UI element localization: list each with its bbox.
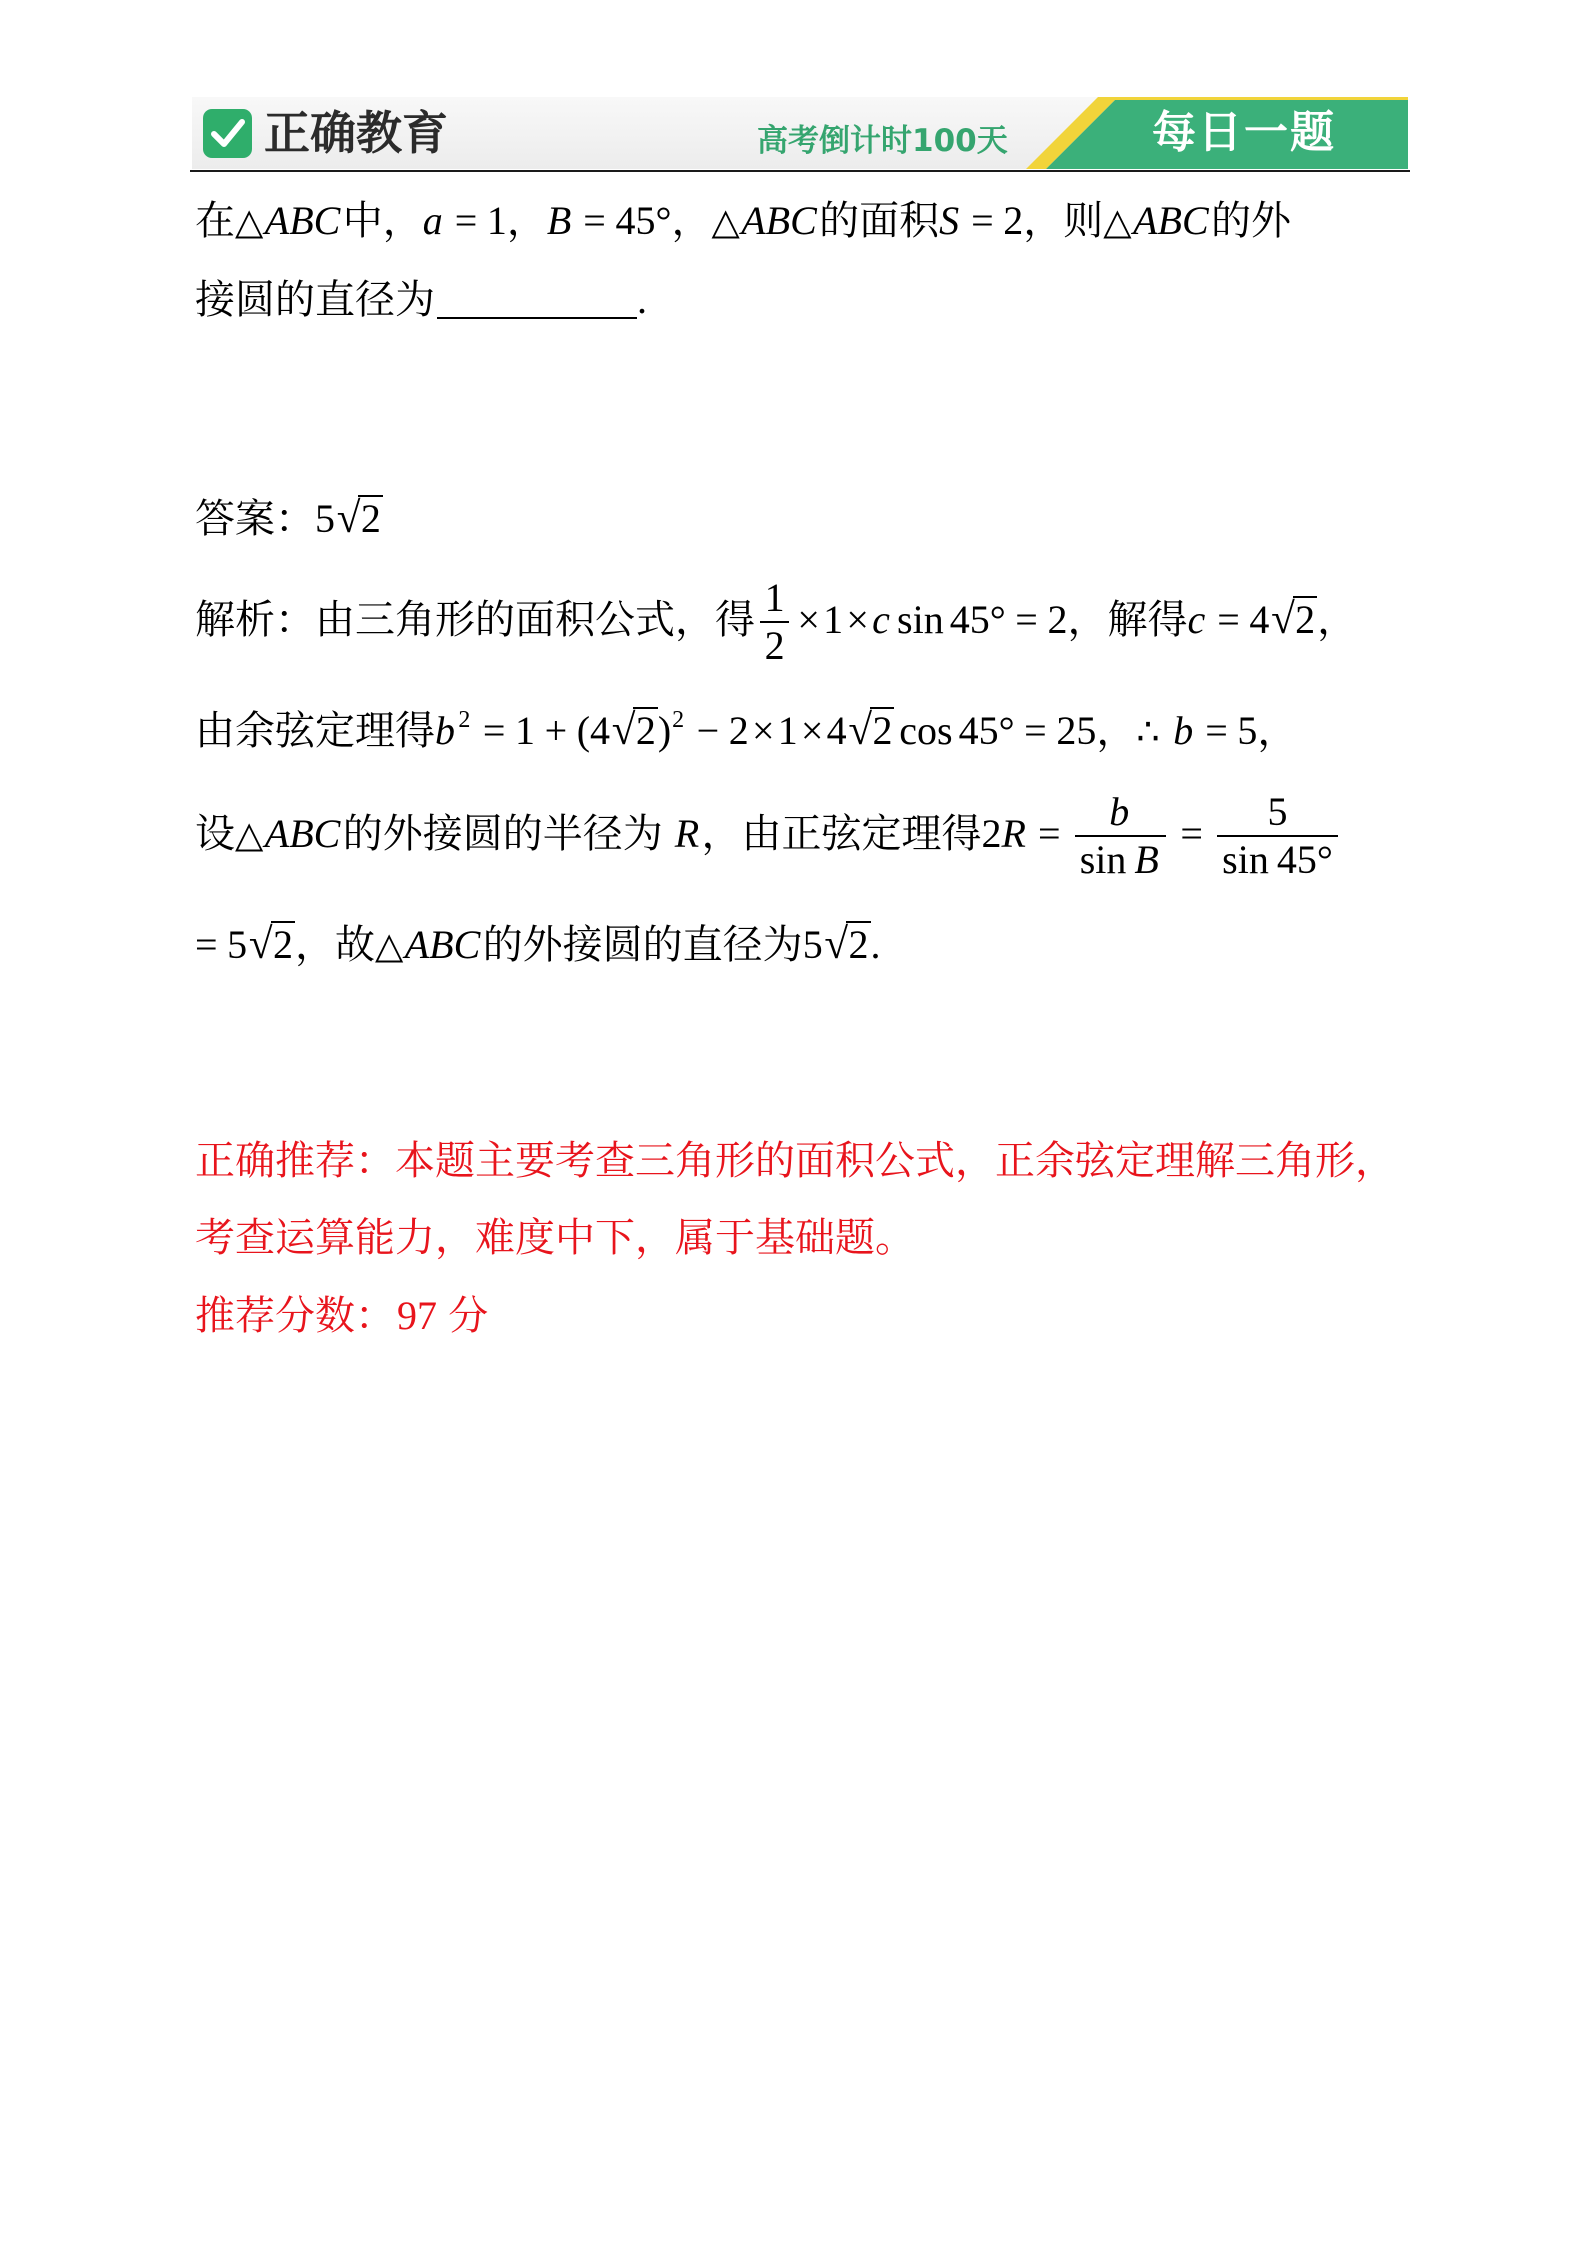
math-variable: ABC: [404, 922, 481, 967]
question-text: ，则: [1023, 198, 1104, 244]
analysis-text: ，: [1317, 597, 1358, 643]
math-number: 2: [981, 811, 1002, 856]
analysis-text: ，: [1096, 708, 1137, 754]
math-variable: b: [435, 708, 455, 753]
triangle-symbol: △: [235, 200, 264, 243]
recommendation-score-line: [195, 1292, 488, 1340]
answer-line: [195, 495, 383, 543]
math-variable: R: [1001, 811, 1026, 856]
superscript: 2: [672, 707, 685, 733]
math-variable: ABC: [264, 198, 341, 243]
question-text: 接圆的直径为: [195, 277, 435, 323]
math-variable: a: [422, 198, 443, 243]
radical-sign: √: [1271, 596, 1295, 643]
radical-sign: √: [848, 707, 873, 754]
math-operator: =: [454, 198, 478, 243]
math-operator: ×: [797, 597, 820, 642]
math-paren: ): [657, 708, 672, 753]
math-variable: b: [1173, 708, 1194, 753]
question-period: .: [637, 277, 647, 322]
math-variable: B: [1134, 837, 1159, 882]
math-number: 25: [1056, 708, 1097, 753]
radicand: 2: [870, 707, 894, 751]
exam-countdown-label: 高考倒计时100天: [757, 123, 1008, 159]
math-operator: =: [971, 198, 994, 243]
check-icon: [203, 109, 252, 158]
radicand: 2: [271, 921, 295, 965]
recommendation-text: 考查运算能力，难度中下，属于基础题。: [195, 1215, 915, 1261]
analysis-text: ，由正弦定理得: [701, 811, 982, 857]
math-operator: =: [1037, 811, 1061, 856]
radicand: 2: [846, 921, 870, 965]
header-banner: [192, 97, 1408, 169]
math-operator: =: [1015, 597, 1038, 642]
math-number: 1: [514, 708, 535, 753]
triangle-symbol: △: [1103, 200, 1132, 243]
score-unit: 分: [448, 1293, 489, 1339]
analysis-text: 由余弦定理得: [195, 708, 435, 754]
question-text: 的外: [1211, 198, 1292, 244]
analysis-text: 解析：由三角形的面积公式，得: [195, 597, 755, 643]
math-operator: ×: [846, 597, 869, 642]
math-variable: B: [546, 198, 572, 243]
triangle-symbol: △: [235, 813, 264, 856]
radical-sign: √: [611, 707, 636, 754]
function-name: sin: [897, 597, 944, 642]
answer-label: 答案：: [195, 496, 315, 542]
triangle-symbol: △: [711, 200, 740, 243]
math-number: 4: [1249, 597, 1270, 642]
math-operator: ×: [751, 708, 775, 753]
math-number: 2: [728, 708, 749, 753]
math-operator: =: [1180, 811, 1203, 856]
analysis-text: ，: [1257, 708, 1298, 754]
math-number: 1: [823, 597, 844, 642]
function-name: cos: [899, 708, 953, 753]
header-divider: [190, 170, 1410, 172]
math-operator: =: [1205, 708, 1228, 753]
therefore-symbol: ∴: [1136, 710, 1160, 753]
fraction-denominator: [1075, 837, 1166, 883]
analysis-line-1: [195, 575, 1358, 668]
analysis-text: 的外接圆的直径为: [482, 922, 803, 968]
math-operator: =: [1024, 708, 1047, 753]
analysis-period: .: [870, 922, 881, 967]
math-variable: ABC: [264, 811, 341, 856]
recommendation-text: 正确推荐：本题主要考查三角形的面积公式，正余弦定理解三角形，: [195, 1138, 1395, 1184]
recommendation-line-2: [195, 1214, 915, 1262]
radical-sign: √: [336, 495, 361, 542]
analysis-text: ，故: [294, 922, 375, 968]
brand-name: 正确教育: [264, 106, 448, 160]
question-line-1: [195, 197, 1291, 245]
math-number: 4: [590, 708, 611, 753]
math-operator: =: [195, 922, 218, 967]
fraction-numerator: [1075, 789, 1166, 837]
fraction-denominator: 2: [764, 623, 785, 668]
math-operator: ×: [800, 708, 824, 753]
math-number: 5: [802, 922, 823, 967]
math-number: 5: [227, 922, 248, 967]
analysis-line-3: [195, 789, 1342, 882]
daily-question-label: 每日一题: [1152, 107, 1336, 158]
math-number: 1: [486, 198, 507, 243]
math-variable: ABC: [741, 198, 817, 243]
math-number: 45°: [949, 597, 1006, 642]
triangle-symbol: △: [374, 924, 404, 967]
analysis-line-2: [195, 707, 1297, 755]
score-value: 97: [397, 1293, 437, 1338]
math-number: 5: [1237, 708, 1258, 753]
math-number: 2: [1003, 198, 1024, 243]
radical-sign: √: [248, 921, 273, 968]
fraction-numerator: 5: [1217, 789, 1337, 837]
score-label: 推荐分数：: [195, 1293, 395, 1339]
math-variable: S: [939, 198, 960, 243]
math-number: 45°: [1276, 837, 1333, 882]
math-operator: =: [1217, 597, 1240, 642]
analysis-text: 设: [195, 811, 235, 857]
question-text: 中，: [342, 198, 423, 244]
math-number: 2: [1047, 597, 1068, 642]
check-icon-background: [203, 109, 252, 158]
math-number: 5: [315, 496, 335, 541]
math-variable: R: [674, 811, 700, 856]
answer-blank: [437, 317, 637, 319]
question-text: ，: [671, 198, 712, 244]
math-operator: =: [482, 708, 506, 753]
math-variable: b: [1109, 789, 1130, 834]
math-number: 45°: [958, 708, 1015, 753]
radical-sign: √: [824, 921, 849, 968]
radicand: 2: [358, 495, 382, 539]
fraction-numerator: 1: [760, 575, 790, 623]
analysis-text: ，解得: [1067, 597, 1188, 643]
analysis-text: 的外接圆的半径为: [342, 811, 663, 857]
math-operator: −: [696, 708, 720, 753]
question-text: 在: [195, 198, 235, 244]
fraction-denominator: [1217, 837, 1337, 883]
math-operator: +: [544, 708, 568, 753]
math-number: 4: [826, 708, 847, 753]
analysis-line-4: [195, 921, 881, 969]
radicand: 2: [1293, 596, 1317, 640]
math-number: 1: [777, 708, 798, 753]
question-text: ，: [506, 198, 547, 244]
recommendation-line-1: [195, 1137, 1395, 1185]
question-line-2: [195, 276, 647, 324]
radicand: 2: [633, 707, 657, 751]
function-name: sin: [1079, 837, 1127, 882]
math-variable: c: [1187, 597, 1206, 642]
math-number: 45°: [615, 198, 672, 243]
superscript: 2: [458, 707, 471, 733]
question-text: 的面积: [819, 198, 940, 244]
math-operator: =: [583, 198, 606, 243]
math-paren: (: [576, 708, 591, 753]
function-name: sin: [1222, 837, 1269, 882]
math-variable: c: [872, 597, 890, 642]
math-variable: ABC: [1133, 198, 1209, 243]
